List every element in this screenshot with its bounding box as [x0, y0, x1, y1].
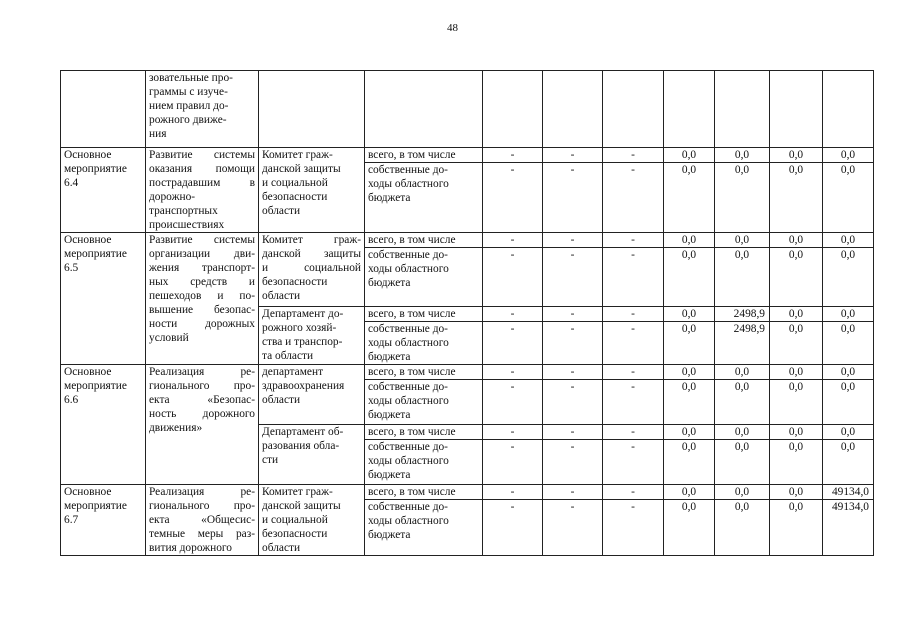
cell-empty: [543, 71, 603, 148]
cell-empty: [603, 71, 664, 148]
executor-line: и социальной: [262, 177, 328, 189]
cell-source: [365, 380, 483, 425]
activity-line: Основное: [64, 366, 112, 378]
executor-line: разования обла-: [262, 440, 340, 452]
cell-activity: [61, 365, 146, 485]
name-line: пешеходов и по-: [149, 290, 255, 302]
cell-value-v7: 49134,0: [823, 485, 874, 500]
cell-empty: [770, 71, 823, 148]
cell-value-v5: 0,0: [715, 233, 770, 248]
cell-dash: -: [483, 248, 543, 307]
source-line: бюджета: [368, 469, 411, 481]
cell-activity: [61, 148, 146, 233]
name-line: движения»: [149, 422, 203, 434]
cell-value-v6: 0,0: [770, 485, 823, 500]
name-line: организации дви-: [149, 248, 255, 260]
cell-source: [365, 163, 483, 233]
cell-empty: [664, 71, 715, 148]
cell-value-v6: 0,0: [770, 148, 823, 163]
cell-value-v6: 0,0: [770, 248, 823, 307]
source-line: бюджета: [368, 351, 411, 363]
cell-dash: -: [603, 485, 664, 500]
name-line: гионального про-: [149, 500, 255, 512]
name-line: происшествиях: [149, 219, 225, 231]
cell-value-v7: 0,0: [823, 307, 874, 322]
cell-dash: -: [543, 500, 603, 556]
cell-dash: -: [603, 440, 664, 485]
executor-line: данской защиты: [262, 248, 361, 260]
cell-empty: [365, 71, 483, 148]
source-line: ходы областного: [368, 515, 449, 528]
cell-value-v4: 0,0: [664, 163, 715, 233]
cell-value-v4: 0,0: [664, 485, 715, 500]
activity-line: 6.5: [64, 262, 79, 274]
source-line: собственные до-: [368, 323, 448, 335]
source-line: всего, в том числе: [368, 366, 456, 378]
cell-name: [146, 71, 259, 148]
cell-dash: -: [483, 440, 543, 485]
cell-dash: -: [603, 307, 664, 322]
cell-value-v5: 0,0: [715, 380, 770, 425]
source-line: ходы областного: [368, 178, 449, 191]
name-line: граммы с изуче-: [149, 86, 228, 98]
cell-value-v7: 0,0: [823, 233, 874, 248]
cell-dash: -: [483, 485, 543, 500]
cell-value-v7: 0,0: [823, 148, 874, 163]
cell-name: [146, 148, 259, 233]
cell-dash: -: [543, 307, 603, 322]
cell-source: [365, 322, 483, 365]
cell-value-v4: 0,0: [664, 425, 715, 440]
name-line: вития дорожного: [149, 542, 232, 554]
source-line: ходы областного: [368, 337, 449, 349]
name-line: ность дорожного: [149, 408, 255, 420]
source-line: всего, в том числе: [368, 486, 456, 498]
cell-source: [365, 500, 483, 556]
table-row: [61, 365, 874, 380]
cell-executor: [259, 148, 365, 233]
name-line: нием правил до-: [149, 100, 229, 112]
name-line: темные меры раз-: [149, 528, 255, 540]
source-line: ходы областного: [368, 263, 449, 275]
cell-value-v4: 0,0: [664, 365, 715, 380]
source-line: всего, в том числе: [368, 149, 456, 161]
cell-value-v5: 0,0: [715, 425, 770, 440]
executor-line: области: [262, 205, 301, 217]
cell-value-v5: 2498,9: [715, 322, 770, 365]
executor-line: безопасности: [262, 528, 328, 540]
table-row: [61, 148, 874, 163]
name-line: гионального про-: [149, 380, 255, 392]
cell-value-v4: 0,0: [664, 248, 715, 307]
cell-value-v7: 0,0: [823, 380, 874, 425]
name-line: екта «Безопас-: [149, 394, 255, 406]
name-line: Развитие системы: [149, 149, 255, 161]
cell-dash: -: [483, 233, 543, 248]
cell-source: [365, 248, 483, 307]
activity-line: 6.7: [64, 514, 79, 526]
executor-line: Комитет граж-: [262, 234, 361, 246]
cell-empty: [823, 71, 874, 148]
source-line: собственные до-: [368, 501, 448, 514]
source-line: собственные до-: [368, 381, 448, 393]
cell-value-v4: 0,0: [664, 440, 715, 485]
cell-value-v7: 0,0: [823, 425, 874, 440]
executor-line: Комитет граж-: [262, 486, 333, 498]
source-line: бюджета: [368, 192, 411, 205]
activity-line: Основное: [64, 149, 112, 161]
cell-dash: -: [603, 380, 664, 425]
name-line: вышение безопас-: [149, 304, 255, 316]
name-line: Реализация ре-: [149, 486, 255, 498]
executor-line: данской защиты: [262, 163, 341, 175]
cell-value-v7: 0,0: [823, 440, 874, 485]
cell-value-v7: 49134,0: [823, 500, 874, 556]
budget-table: [60, 70, 874, 556]
source-line: ходы областного: [368, 455, 449, 467]
cell-value-v5: 0,0: [715, 485, 770, 500]
cell-dash: -: [603, 233, 664, 248]
cell-value-v6: 0,0: [770, 425, 823, 440]
executor-line: области: [262, 542, 301, 554]
cell-value-v4: 0,0: [664, 500, 715, 556]
executor-line: Комитет граж-: [262, 149, 333, 161]
cell-activity: [61, 485, 146, 556]
cell-dash: -: [603, 163, 664, 233]
cell-value-v4: 0,0: [664, 307, 715, 322]
table-row-continuation: [61, 71, 874, 148]
cell-dash: -: [543, 163, 603, 233]
source-line: ходы областного: [368, 395, 449, 407]
cell-value-v6: 0,0: [770, 322, 823, 365]
cell-value-v6: 0,0: [770, 365, 823, 380]
activity-line: 6.4: [64, 177, 79, 189]
cell-value-v6: 0,0: [770, 380, 823, 425]
cell-source: [365, 425, 483, 440]
activity-line: Основное: [64, 234, 112, 246]
cell-value-v7: 0,0: [823, 163, 874, 233]
table-row: [61, 485, 874, 500]
cell-source: [365, 148, 483, 163]
executor-line: области: [262, 290, 301, 302]
source-line: всего, в том числе: [368, 426, 456, 438]
cell-value-v5: 0,0: [715, 163, 770, 233]
cell-name: [146, 485, 259, 556]
page-number: 48: [447, 22, 458, 34]
source-line: всего, в том числе: [368, 308, 456, 320]
name-line: ности дорожных: [149, 318, 255, 330]
cell-dash: -: [483, 163, 543, 233]
executor-line: сти: [262, 454, 279, 466]
name-line: пострадавшим в: [149, 177, 255, 189]
source-line: собственные до-: [368, 164, 448, 177]
cell-dash: -: [543, 425, 603, 440]
cell-value-v4: 0,0: [664, 148, 715, 163]
cell-activity: [61, 71, 146, 148]
name-line: оказания помощи: [149, 163, 255, 175]
cell-dash: -: [483, 500, 543, 556]
cell-value-v4: 0,0: [664, 322, 715, 365]
name-line: дорожно-: [149, 191, 196, 203]
name-line: жения транспорт-: [149, 262, 255, 274]
cell-dash: -: [543, 380, 603, 425]
source-line: бюджета: [368, 277, 411, 289]
executor-line: и социальной: [262, 262, 361, 274]
name-line: Развитие системы: [149, 234, 255, 246]
name-line: ния: [149, 128, 167, 140]
cell-value-v5: 0,0: [715, 148, 770, 163]
cell-value-v7: 0,0: [823, 248, 874, 307]
name-line: зовательные про-: [149, 72, 233, 84]
executor-line: безопасности: [262, 276, 328, 288]
cell-source: [365, 307, 483, 322]
cell-dash: -: [603, 322, 664, 365]
cell-value-v7: 0,0: [823, 365, 874, 380]
cell-value-v5: 0,0: [715, 365, 770, 380]
cell-empty: [259, 71, 365, 148]
executor-line: рожного хозяй-: [262, 322, 337, 334]
table-row: [61, 233, 874, 248]
cell-activity: [61, 233, 146, 365]
cell-value-v6: 0,0: [770, 440, 823, 485]
cell-value-v5: 0,0: [715, 248, 770, 307]
cell-empty: [715, 71, 770, 148]
cell-source: [365, 233, 483, 248]
cell-source: [365, 485, 483, 500]
cell-dash: -: [603, 248, 664, 307]
name-line: екта «Общесис-: [149, 514, 255, 526]
source-line: бюджета: [368, 409, 411, 421]
source-line: бюджета: [368, 529, 411, 542]
cell-empty: [483, 71, 543, 148]
budget-table-body: [61, 71, 874, 556]
executor-line: та области: [262, 350, 314, 362]
activity-line: мероприятие: [64, 163, 127, 175]
cell-dash: -: [483, 425, 543, 440]
cell-executor: [259, 365, 365, 425]
source-line: всего, в том числе: [368, 234, 456, 246]
cell-value-v4: 0,0: [664, 233, 715, 248]
activity-line: 6.6: [64, 394, 79, 406]
cell-source: [365, 365, 483, 380]
cell-dash: -: [483, 148, 543, 163]
cell-dash: -: [543, 148, 603, 163]
cell-executor: [259, 425, 365, 485]
name-line: рожного движе-: [149, 114, 227, 126]
cell-dash: -: [543, 365, 603, 380]
cell-dash: -: [543, 322, 603, 365]
cell-dash: -: [603, 425, 664, 440]
executor-line: департамент: [262, 366, 324, 378]
cell-dash: -: [543, 440, 603, 485]
executor-line: данской защиты: [262, 500, 341, 512]
cell-dash: -: [483, 380, 543, 425]
name-line: ных средств и: [149, 276, 255, 288]
activity-line: мероприятие: [64, 500, 127, 512]
cell-value-v5: 2498,9: [715, 307, 770, 322]
cell-dash: -: [603, 500, 664, 556]
cell-executor: [259, 307, 365, 365]
executor-line: здравоохранения: [262, 380, 345, 392]
executor-line: безопасности: [262, 191, 328, 203]
cell-value-v5: 0,0: [715, 500, 770, 556]
name-line: условий: [149, 332, 189, 344]
executor-line: ства и транспор-: [262, 336, 343, 348]
source-line: собственные до-: [368, 441, 448, 453]
cell-dash: -: [483, 365, 543, 380]
cell-value-v5: 0,0: [715, 440, 770, 485]
activity-line: Основное: [64, 486, 112, 498]
cell-value-v4: 0,0: [664, 380, 715, 425]
executor-line: области: [262, 394, 301, 406]
cell-dash: -: [543, 485, 603, 500]
cell-value-v6: 0,0: [770, 500, 823, 556]
cell-value-v6: 0,0: [770, 307, 823, 322]
cell-name: [146, 233, 259, 365]
cell-dash: -: [543, 233, 603, 248]
cell-dash: -: [603, 365, 664, 380]
activity-line: мероприятие: [64, 380, 127, 392]
cell-value-v6: 0,0: [770, 233, 823, 248]
executor-line: и социальной: [262, 514, 328, 526]
cell-value-v6: 0,0: [770, 163, 823, 233]
source-line: собственные до-: [368, 249, 448, 261]
activity-line: мероприятие: [64, 248, 127, 260]
cell-dash: -: [543, 248, 603, 307]
cell-executor: [259, 233, 365, 307]
cell-dash: -: [483, 322, 543, 365]
name-line: Реализация ре-: [149, 366, 255, 378]
cell-executor: [259, 485, 365, 556]
executor-line: Департамент об-: [262, 426, 344, 438]
cell-dash: -: [603, 148, 664, 163]
cell-name: [146, 365, 259, 485]
cell-dash: -: [483, 307, 543, 322]
cell-source: [365, 440, 483, 485]
executor-line: Департамент до-: [262, 308, 344, 320]
cell-value-v7: 0,0: [823, 322, 874, 365]
name-line: транспортных: [149, 205, 218, 217]
